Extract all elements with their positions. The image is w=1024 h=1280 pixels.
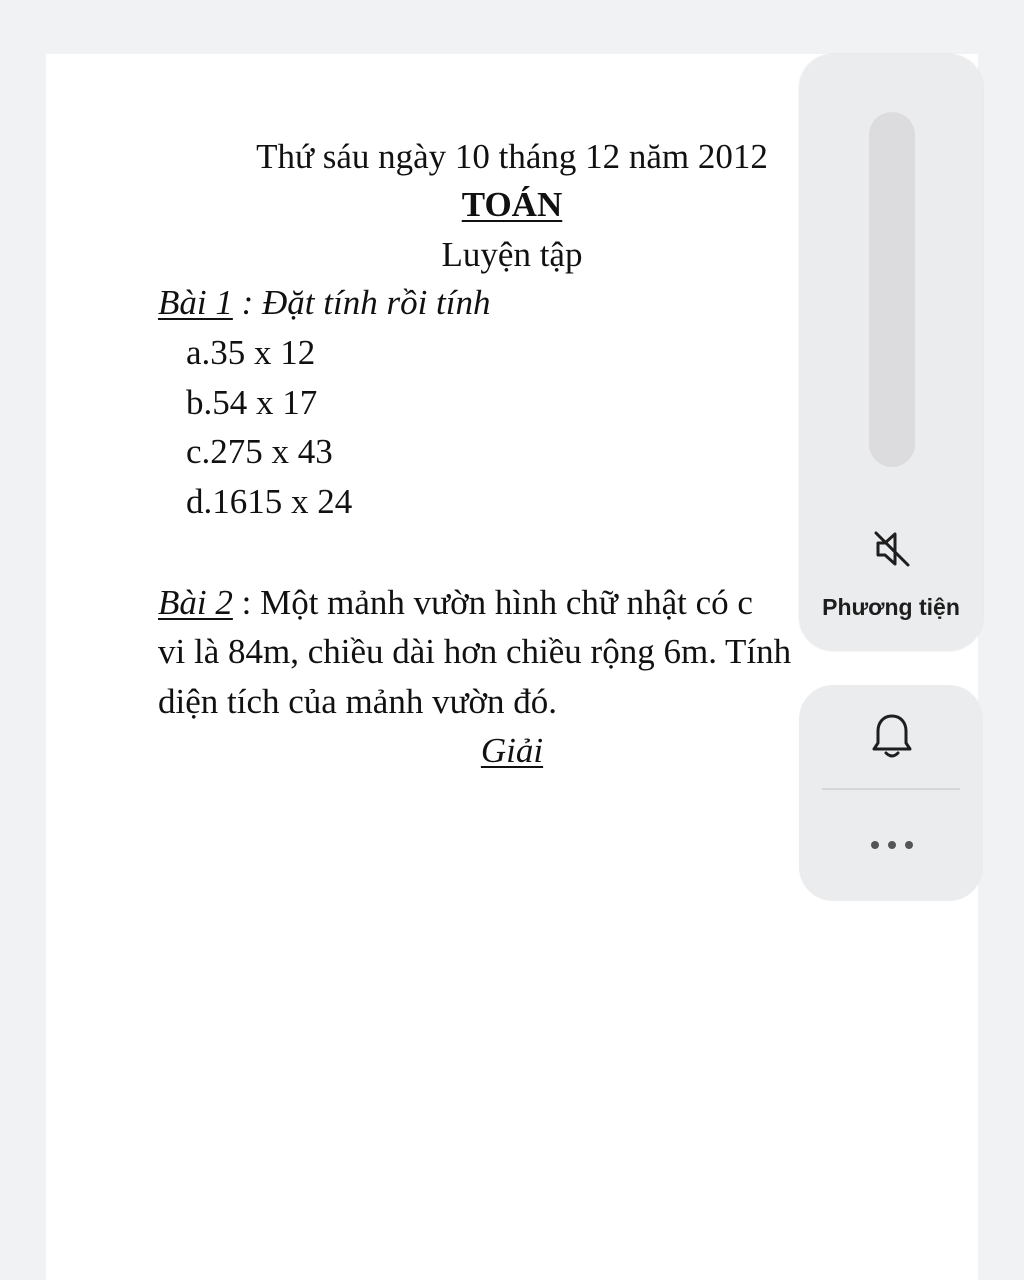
exercise-1-item-b: b.54 x 17 <box>186 383 318 422</box>
solution-label: Giải <box>480 731 544 770</box>
exercise-2-label: Bài 2 <box>158 583 233 622</box>
media-label: Phương tiện <box>822 594 960 620</box>
date-line: Thứ sáu ngày 10 tháng 12 năm 2012 <box>256 137 768 176</box>
exercise-2-text-1: : Một mảnh vườn hình chữ nhật có c <box>232 583 753 622</box>
exercise-1-item-a: a.35 x 12 <box>186 333 316 372</box>
exercise-1-text: : Đặt tính rồi tính <box>232 283 491 322</box>
volume-slider[interactable] <box>869 112 915 467</box>
volume-mute-icon[interactable] <box>869 526 915 572</box>
notification-panel <box>799 685 983 901</box>
subject-title: TOÁN <box>461 185 563 224</box>
exercise-2-line-2: vi là 84m, chiều dài hơn chiều rộng 6m. Tính <box>158 632 792 671</box>
exercise-2-line-1 <box>158 578 753 628</box>
lesson-subtitle: Luyện tập <box>441 235 583 274</box>
exercise-2-line-3: diện tích của mảnh vườn đó. <box>158 682 558 721</box>
exercise-1-item-c: c.275 x 43 <box>186 432 333 471</box>
more-horizontal-icon[interactable] <box>866 835 918 855</box>
bell-icon[interactable] <box>869 711 915 761</box>
exercise-1-item-d: d.1615 x 24 <box>186 482 353 521</box>
exercise-1-label: Bài 1 <box>158 283 233 322</box>
exercise-1-heading <box>158 278 491 328</box>
panel-divider <box>822 788 960 790</box>
volume-panel <box>799 54 983 651</box>
